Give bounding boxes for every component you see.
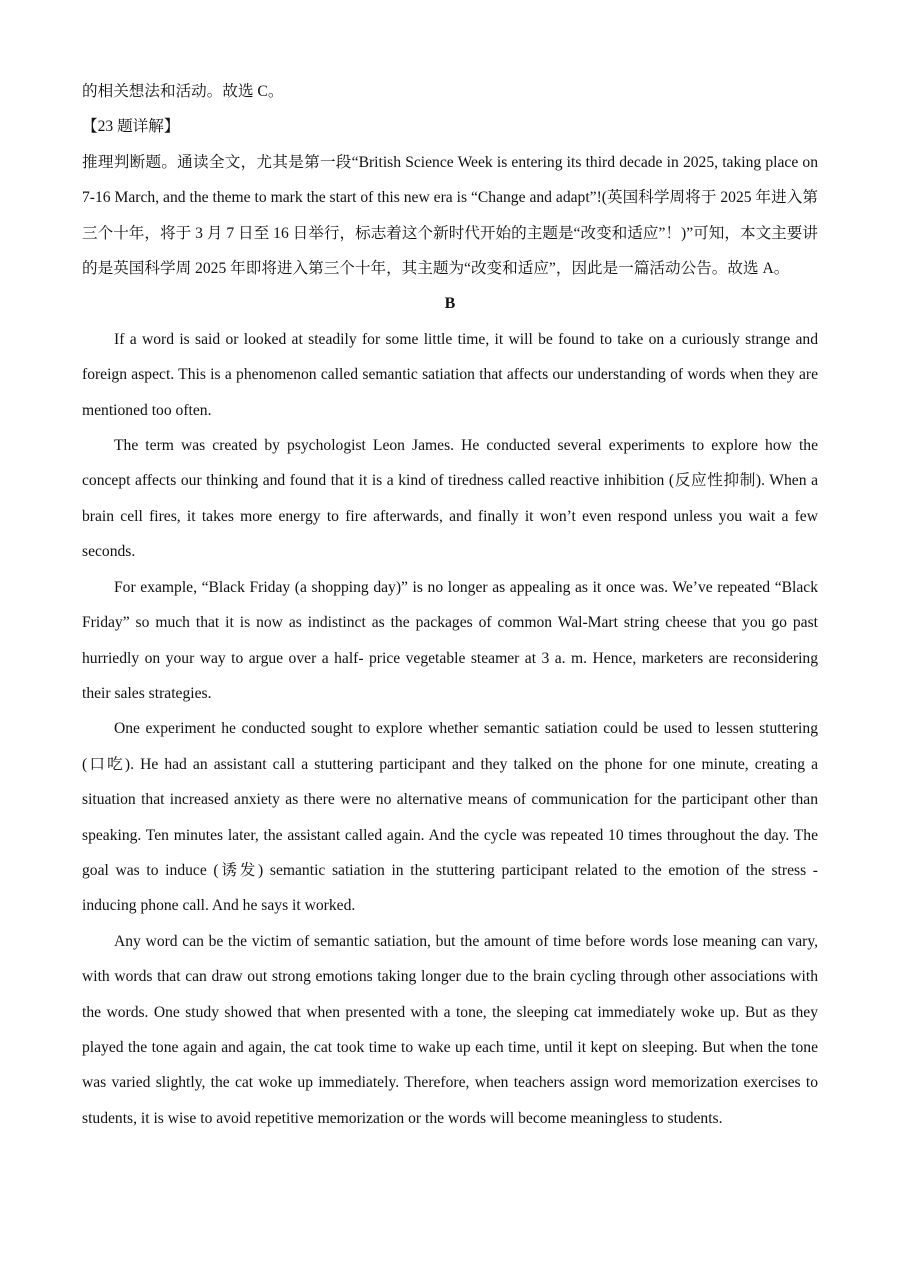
- passage-paragraph: If a word is said or looked at steadily for some little time, it will be found to take on a curiously strange and foreign aspect. This is a phenomenon called semantic satiation that affects our understanding of words when they are mentioned too often.: [82, 330, 818, 419]
- passage-paragraph: Any word can be the victim of semantic satiation, but the amount of time before words lose meaning can vary, with words that can draw out strong emotions taking longer due to the brain cycling through other associations with the words. One study showed that when presented with a tone, the sleeping cat immediately woke up. But as they played the tone again and again, the cat took time to wake up each time, until it kept on sleeping. But when the tone was varied slightly, the cat woke up immediately. Therefore, when teachers assign word memorization exercises to students, it is wise to avoid repetitive memorization or the words will become meaningless to students.: [82, 932, 818, 1127]
- passage-paragraph: For example, “Black Friday (a shopping day)” is no longer as appealing as it once was. We’ve repeated “Black Friday” so much that it is now as indistinct as the packages of common Wal-Mart string cheese that you go past hurriedly on your way to argue over a half- price vegetable steamer at 3 a. m. Hence, marketers are reconsidering their sales strategies.: [82, 578, 818, 702]
- passage-paragraph: The term was created by psychologist Leon James. He conducted several experiments to explore how the concept affects our thinking and found that it is a kind of tiredness called reactive inhibition (反应性抑制). When a brain cell fires, it takes more energy to fire afterwards, and finally it won’t even respond unless you wait a few seconds.: [82, 437, 818, 561]
- passage-b: [82, 322, 818, 1136]
- passage-paragraph: One experiment he conducted sought to explore whether semantic satiation could be used to lessen stuttering (口吃). He had an assistant call a stuttering participant and they talked on the phone for one minute, creating a situation that increased anxiety as there were no alternative means of communication for the participant other than speaking. Ten minutes later, the assistant called again. And the cycle was repeated 10 times throughout the day. The goal was to induce (诱发) semantic satiation in the stuttering participant related to the emotion of the stress - inducing phone call. And he says it worked.: [82, 720, 818, 915]
- question-23-title: 【23 题详解】: [82, 118, 180, 136]
- section-b-heading: B: [444, 295, 456, 313]
- previous-explanation-tail: 的相关想法和活动。故选 C。: [82, 83, 284, 100]
- question-23-explanation: 推理判断题。通读全文，尤其是第一段“British Science Week is entering its third decade in 2025, taking place on 7-16 March, and the theme to mark the start of this new era is “Change and adapt”!(英国科学周将于 2025 年进入第三个十年，将于 3 月 7 日至 16 日举行，标志着这个新时代开始的主题是“改变和适应”！)”可知，本文主要讲的是英国科学周 2025 年即将进入第三个十年，其主题为“改变和适应”，因此是一篇活动公告。故选 A。: [82, 153, 818, 278]
